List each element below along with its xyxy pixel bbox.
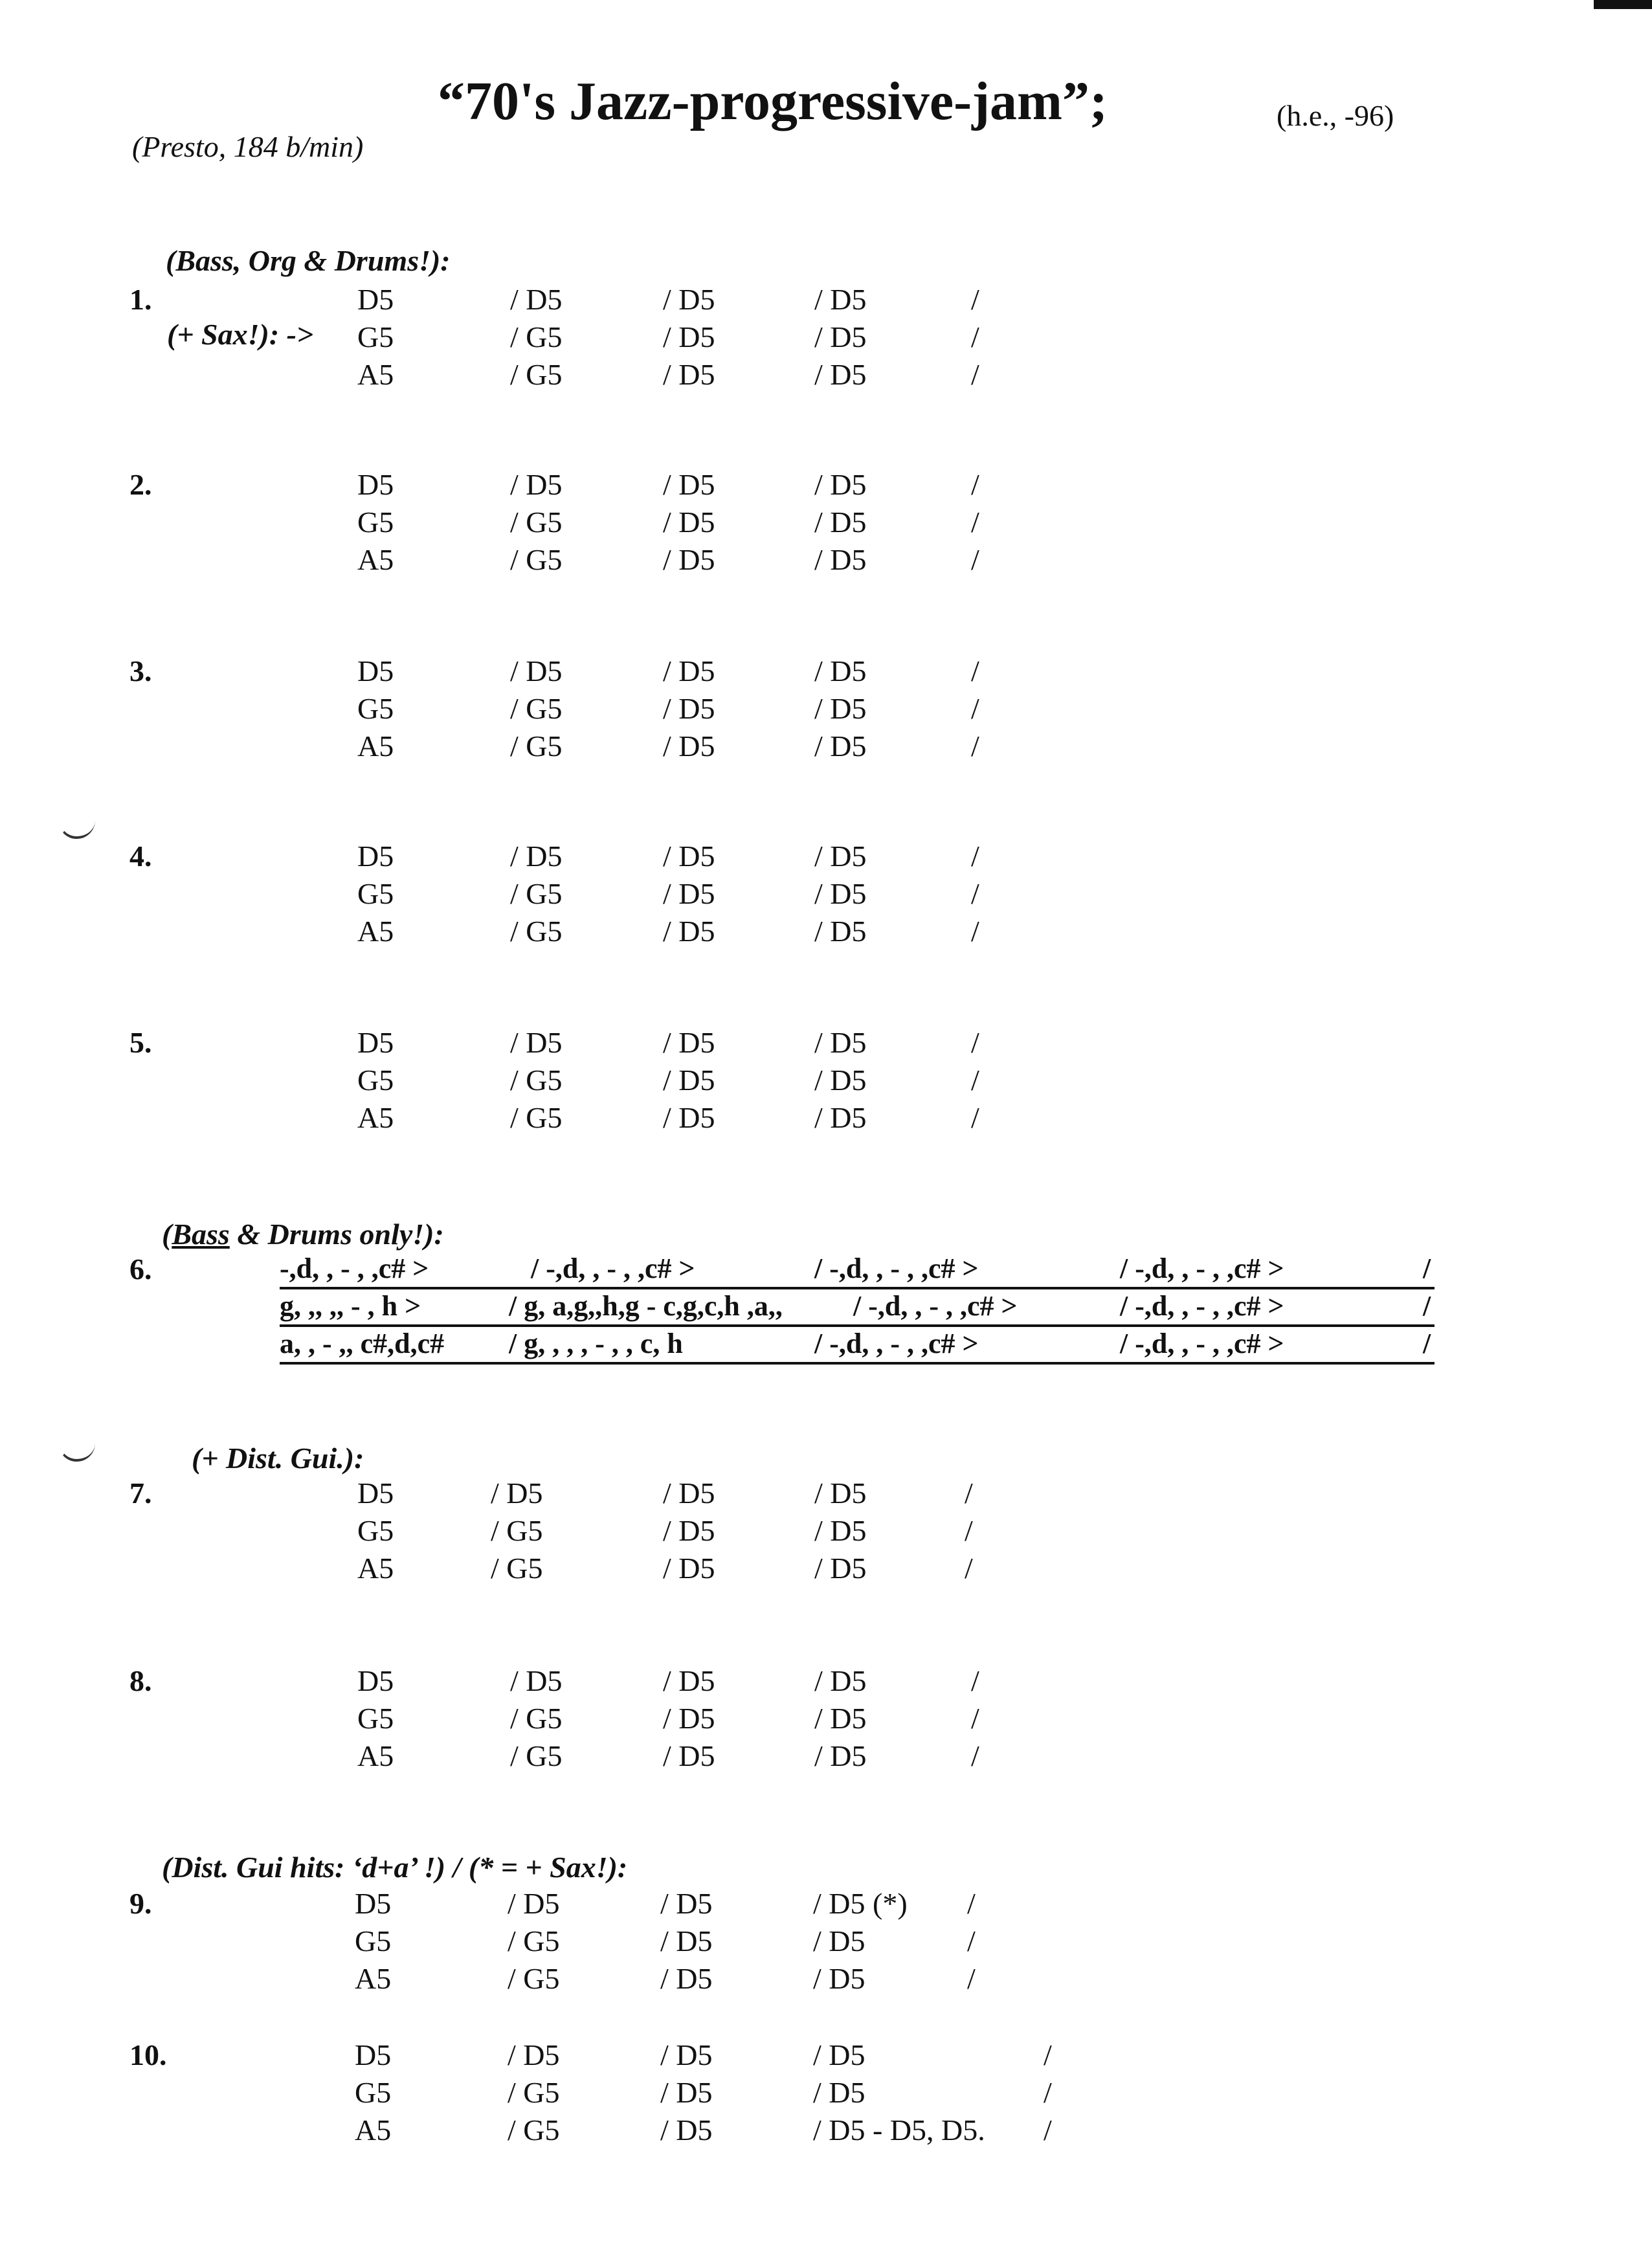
chord: / G5 <box>508 2113 560 2146</box>
margin-pen-mark <box>58 1436 95 1462</box>
riff-bar: a, , - ,, c#,d,c# <box>280 1328 445 1359</box>
chord: / D5 <box>660 2113 713 2146</box>
chord-row <box>0 282 1652 320</box>
chord-row <box>0 467 1652 505</box>
instrumentation-note-1: (Bass, Org & Drums!): <box>166 244 451 277</box>
scan-edge-mark <box>1594 0 1652 9</box>
section-number: 5. <box>129 1026 152 1059</box>
song-title: “70's Jazz-progressive-jam”; <box>438 71 1108 131</box>
chord: / D5 <box>660 1887 713 1920</box>
chord: A5 <box>357 543 394 576</box>
chord: D5 <box>355 2038 392 2071</box>
riff-bar: -,d, , - , ,c# > <box>280 1253 429 1284</box>
chord: G5 <box>355 1924 392 1957</box>
chord: / D5 <box>814 1552 867 1585</box>
chord: D5 <box>357 1664 394 1697</box>
chord: A5 <box>357 1739 394 1772</box>
bar-line: / <box>1423 1253 1431 1284</box>
section-number: 2. <box>129 468 152 501</box>
chord: / D5 <box>508 1887 560 1920</box>
riff-bar: / g, , , , - , , c, h <box>509 1328 683 1359</box>
chord: G5 <box>357 692 394 725</box>
chord: / G5 <box>510 358 563 391</box>
bar-line: / <box>971 915 979 948</box>
chord: / D5 <box>663 1514 715 1547</box>
chord: / D5 <box>814 468 867 501</box>
chord: / D5 <box>663 1026 715 1059</box>
chord: / D5 <box>660 2076 713 2109</box>
chord: A5 <box>357 358 394 391</box>
chord-row <box>0 839 1652 876</box>
chord: / D5 <box>663 1064 715 1097</box>
chord: / G5 <box>510 506 563 539</box>
chord: G5 <box>357 320 394 353</box>
chord: / D5 <box>814 915 867 948</box>
chord-row <box>0 2038 1652 2075</box>
riff-bar: / -,d, , - , ,c# > <box>1120 1290 1284 1322</box>
chord-row <box>0 1886 1652 1924</box>
author-note: (h.e., -96) <box>1277 99 1394 132</box>
chord: / D5 <box>663 915 715 948</box>
chord-row <box>0 914 1652 952</box>
chord: / D5 <box>663 877 715 910</box>
sax-entry-note: (+ Sax!): -> <box>167 318 314 351</box>
chord: D5 <box>357 468 394 501</box>
chord: / D5 <box>663 543 715 576</box>
chord: / G5 <box>510 1101 563 1134</box>
chord: / G5 <box>510 915 563 948</box>
chord: / D5 <box>663 730 715 763</box>
bar-line: / <box>965 1552 973 1585</box>
chord-row <box>0 876 1652 914</box>
bar-line: / <box>971 840 979 873</box>
chord: G5 <box>357 1064 394 1097</box>
riff-bar: / -,d, , - , ,c# > <box>814 1253 979 1284</box>
section-number: 10. <box>129 2038 167 2071</box>
chord: / D5 - D5, D5. <box>813 2113 985 2146</box>
chord: / D5 <box>663 468 715 501</box>
bar-line: / <box>971 320 979 353</box>
chord: / G5 <box>510 692 563 725</box>
chord: / D5 (*) <box>813 1887 908 1920</box>
chord: / D5 <box>814 283 867 316</box>
bar-line: / <box>971 692 979 725</box>
bar-line: / <box>971 543 979 576</box>
chord: / G5 <box>508 1924 560 1957</box>
chord-row <box>0 1476 1652 1513</box>
bar-line: / <box>971 1026 979 1059</box>
bar-line: / <box>1044 2113 1052 2146</box>
bar-line: / <box>965 1477 973 1510</box>
bar-line: / <box>971 1101 979 1134</box>
chord: / G5 <box>508 1962 560 1995</box>
chord: / G5 <box>510 320 563 353</box>
chord: / G5 <box>510 1064 563 1097</box>
chord-row <box>0 2113 1652 2150</box>
margin-pen-mark <box>58 813 95 839</box>
bar-line: / <box>1423 1328 1431 1359</box>
bar-line: / <box>1044 2038 1052 2071</box>
chord: / D5 <box>814 654 867 687</box>
chord: / D5 <box>813 1962 865 1995</box>
chord: / D5 <box>663 654 715 687</box>
chord-row <box>0 542 1652 580</box>
chord: / D5 <box>663 506 715 539</box>
chord-row <box>0 1025 1652 1063</box>
chord-row <box>0 1664 1652 1701</box>
bar-line: / <box>971 1064 979 1097</box>
riff-row <box>0 1327 1652 1365</box>
chord: / G5 <box>491 1552 543 1585</box>
chord: / D5 <box>510 840 563 873</box>
riff-bar: / -,d, , - , ,c# > <box>853 1290 1018 1322</box>
chord-row <box>0 1100 1652 1138</box>
chord: D5 <box>357 1026 394 1059</box>
chord-row <box>0 1924 1652 1961</box>
bar-line: / <box>971 1702 979 1735</box>
chord: G5 <box>357 1514 394 1547</box>
bar-line: / <box>971 358 979 391</box>
section-number: 8. <box>129 1664 152 1697</box>
riff-bar: / -,d, , - , ,c# > <box>531 1253 695 1284</box>
bar-line: / <box>967 1924 976 1957</box>
chord: / D5 <box>508 2038 560 2071</box>
chord: / D5 <box>663 358 715 391</box>
chord: / D5 <box>510 1664 563 1697</box>
riff-underline <box>280 1362 1434 1365</box>
bar-line: / <box>971 283 979 316</box>
chord: / D5 <box>660 2038 713 2071</box>
chord: / D5 <box>814 840 867 873</box>
chord: / D5 <box>814 692 867 725</box>
chord: / D5 <box>663 840 715 873</box>
bar-line: / <box>971 654 979 687</box>
chord: / D5 <box>814 1477 867 1510</box>
chord: / D5 <box>814 1702 867 1735</box>
section-number: 7. <box>129 1477 152 1510</box>
chord: / D5 <box>663 283 715 316</box>
section-number: 9. <box>129 1887 152 1920</box>
chord: / D5 <box>663 1552 715 1585</box>
chord: / G5 <box>510 877 563 910</box>
chord: / D5 <box>814 1739 867 1772</box>
bar-line: / <box>971 877 979 910</box>
chord: / D5 <box>663 1702 715 1735</box>
chord: / D5 <box>814 1101 867 1134</box>
bar-line: / <box>965 1514 973 1547</box>
chord-row <box>0 1701 1652 1739</box>
bar-line: / <box>971 1664 979 1697</box>
chord: D5 <box>357 840 394 873</box>
chord-row <box>0 1739 1652 1776</box>
chord: / D5 <box>814 730 867 763</box>
bar-line: / <box>971 468 979 501</box>
chord: D5 <box>357 1477 394 1510</box>
riff-bar: / g, a,g,,h,g - c,g,c,h ,a,, <box>509 1290 783 1322</box>
chord: D5 <box>357 654 394 687</box>
chord: / D5 <box>813 2038 865 2071</box>
chord-row <box>0 1513 1652 1551</box>
chord: / D5 <box>814 1064 867 1097</box>
chord-row <box>0 505 1652 542</box>
chord: / G5 <box>508 2076 560 2109</box>
section-number: 3. <box>129 654 152 687</box>
chord: / G5 <box>491 1514 543 1547</box>
chord: / D5 <box>663 692 715 725</box>
chord: A5 <box>357 1552 394 1585</box>
chord: G5 <box>355 2076 392 2109</box>
chord: / D5 <box>510 654 563 687</box>
instrumentation-note-6: (Bass & Drums only!): <box>162 1218 444 1251</box>
instrumentation-note-9: (Dist. Gui hits: ‘d+a’ !) / (* = + Sax!): <box>162 1851 628 1884</box>
chord-row <box>0 1961 1652 1999</box>
chord: / D5 <box>814 1514 867 1547</box>
chord: / D5 <box>814 320 867 353</box>
chord: / D5 <box>663 320 715 353</box>
chord: / G5 <box>510 730 563 763</box>
chord-row <box>0 1551 1652 1589</box>
chord-row <box>0 729 1652 766</box>
section-number: 4. <box>129 840 152 873</box>
chord: / D5 <box>814 877 867 910</box>
chord: / G5 <box>510 1702 563 1735</box>
instrumentation-note-7: (+ Dist. Gui.): <box>192 1442 364 1475</box>
chord: / D5 <box>510 1026 563 1059</box>
section-number: 1. <box>129 283 152 316</box>
chord: / D5 <box>663 1664 715 1697</box>
chord: / D5 <box>510 283 563 316</box>
chord: / D5 <box>663 1101 715 1134</box>
section-number: 6. <box>129 1253 152 1286</box>
chord: / D5 <box>660 1962 713 1995</box>
chord-row <box>0 2075 1652 2113</box>
tempo-note: (Presto, 184 b/min) <box>132 130 364 163</box>
chord: / D5 <box>510 468 563 501</box>
chord: A5 <box>357 1101 394 1134</box>
riff-bar: g, ,, ,, - , h > <box>280 1290 421 1322</box>
riff-bar: / -,d, , - , ,c# > <box>1120 1253 1284 1284</box>
chord: / D5 <box>663 1739 715 1772</box>
chord: / D5 <box>814 1664 867 1697</box>
bar-line: / <box>967 1887 976 1920</box>
bar-line: / <box>967 1962 976 1995</box>
chord: / D5 <box>491 1477 543 1510</box>
riff-row <box>0 1289 1652 1327</box>
riff-bar: / -,d, , - , ,c# > <box>814 1328 979 1359</box>
riff-bar: / -,d, , - , ,c# > <box>1120 1328 1284 1359</box>
chord: D5 <box>357 283 394 316</box>
chord: / D5 <box>814 1026 867 1059</box>
chord: / D5 <box>813 1924 865 1957</box>
chord: G5 <box>357 877 394 910</box>
chord: / D5 <box>814 506 867 539</box>
riff-row <box>0 1252 1652 1289</box>
chord: G5 <box>357 506 394 539</box>
chord: A5 <box>355 1962 392 1995</box>
bar-line: / <box>1044 2076 1052 2109</box>
chord: / G5 <box>510 1739 563 1772</box>
chord: D5 <box>355 1887 392 1920</box>
chord: A5 <box>355 2113 392 2146</box>
chord: / D5 <box>813 2076 865 2109</box>
chord: / G5 <box>510 543 563 576</box>
chord: G5 <box>357 1702 394 1735</box>
bar-line: / <box>1423 1290 1431 1322</box>
bar-line: / <box>971 506 979 539</box>
bar-line: / <box>971 730 979 763</box>
chord-row <box>0 357 1652 395</box>
chord-row <box>0 1063 1652 1100</box>
chord: A5 <box>357 915 394 948</box>
chord: / D5 <box>814 543 867 576</box>
chord-row <box>0 654 1652 691</box>
chord: / D5 <box>663 1477 715 1510</box>
chord-row <box>0 691 1652 729</box>
chord: / D5 <box>660 1924 713 1957</box>
bar-line: / <box>971 1739 979 1772</box>
chord: / D5 <box>814 358 867 391</box>
chord-row <box>0 320 1652 357</box>
chord: A5 <box>357 730 394 763</box>
